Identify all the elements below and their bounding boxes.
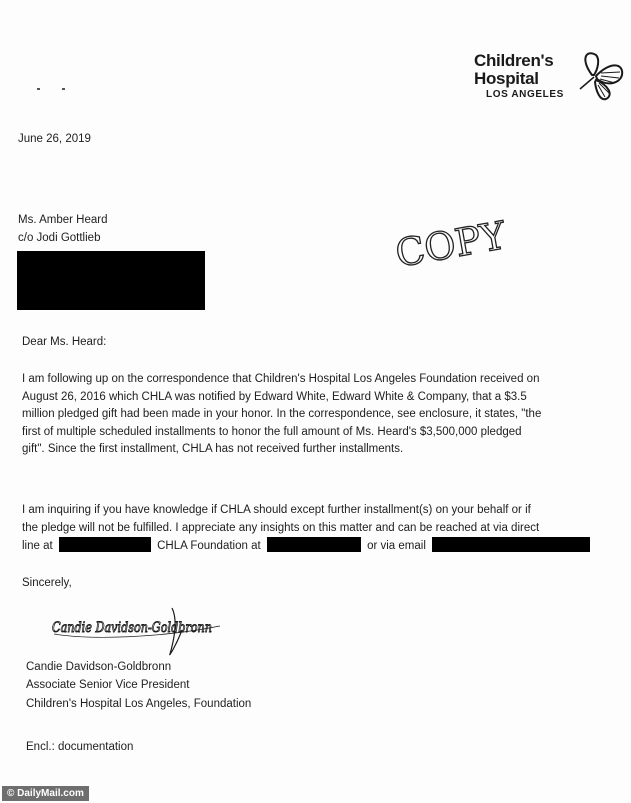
logo-line-los-angeles: LOS ANGELES bbox=[486, 89, 564, 100]
contact-foundation-label: CHLA Foundation at bbox=[157, 540, 261, 552]
logo-line-hospital: Hospital bbox=[474, 69, 539, 88]
salutation: Dear Ms. Heard: bbox=[22, 336, 107, 348]
copy-stamp-text: COPY bbox=[392, 213, 510, 276]
recipient-care-of: c/o Jodi Gottlieb bbox=[18, 232, 101, 244]
paragraph-line: August 26, 2016 which CHLA was notified by Edward White, Edward White & Company, that a $3.5 bbox=[22, 390, 527, 403]
paragraph-line: I am following up on the correspondence that Children's Hospital Los Angeles Foundation received on bbox=[22, 373, 540, 385]
signer-title: Associate Senior Vice President bbox=[26, 679, 190, 691]
recipient-name: Ms. Amber Heard bbox=[18, 214, 108, 226]
paragraph-line: the pledge will not be fulfilled. I appreciate any insights on this matter and can be reached at via direct bbox=[22, 521, 540, 534]
handwritten-signature bbox=[50, 600, 230, 660]
paragraph-line: gift". Since the first installment, CHLA has not received further installments. bbox=[22, 443, 404, 455]
enclosure-note: Encl.: documentation bbox=[26, 741, 134, 753]
redacted-address bbox=[17, 251, 205, 310]
dailymail-watermark: © DailyMail.com bbox=[2, 786, 89, 801]
scan-speck bbox=[62, 88, 65, 90]
paragraph-line: I am inquiring if you have knowledge if CHLA should except further installment(s) on your behalf or if bbox=[22, 504, 531, 516]
body-paragraph-1 bbox=[22, 371, 541, 459]
signer-organization: Children's Hospital Los Angeles, Foundation bbox=[26, 698, 252, 710]
signature-script: Candie Davidson-Goldbronn bbox=[52, 620, 212, 636]
closing: Sincerely, bbox=[22, 577, 72, 589]
logo-line-children: Children's bbox=[474, 51, 554, 70]
redacted-foundation-phone bbox=[267, 537, 361, 552]
paragraph-line-contact bbox=[22, 537, 593, 556]
copy-stamp bbox=[392, 206, 510, 276]
scan-speck bbox=[37, 88, 40, 90]
chla-logo bbox=[470, 45, 630, 105]
paragraph-line: million pledged gift had been made in your honor. In the correspondence, see enclosure, it states, "the bbox=[22, 408, 542, 420]
contact-line-label: line at bbox=[22, 540, 53, 552]
signer-name: Candie Davidson-Goldbronn bbox=[26, 661, 172, 673]
butterfly-icon bbox=[570, 45, 626, 101]
redacted-email bbox=[432, 537, 590, 552]
paragraph-line: first of multiple scheduled installments to honor the full amount of Ms. Heard's $3,500,000 pledged bbox=[22, 425, 522, 438]
letter-date: June 26, 2019 bbox=[18, 133, 91, 145]
body-paragraph-2 bbox=[22, 502, 593, 556]
redacted-phone bbox=[59, 537, 151, 552]
contact-email-label: or via email bbox=[367, 540, 426, 552]
